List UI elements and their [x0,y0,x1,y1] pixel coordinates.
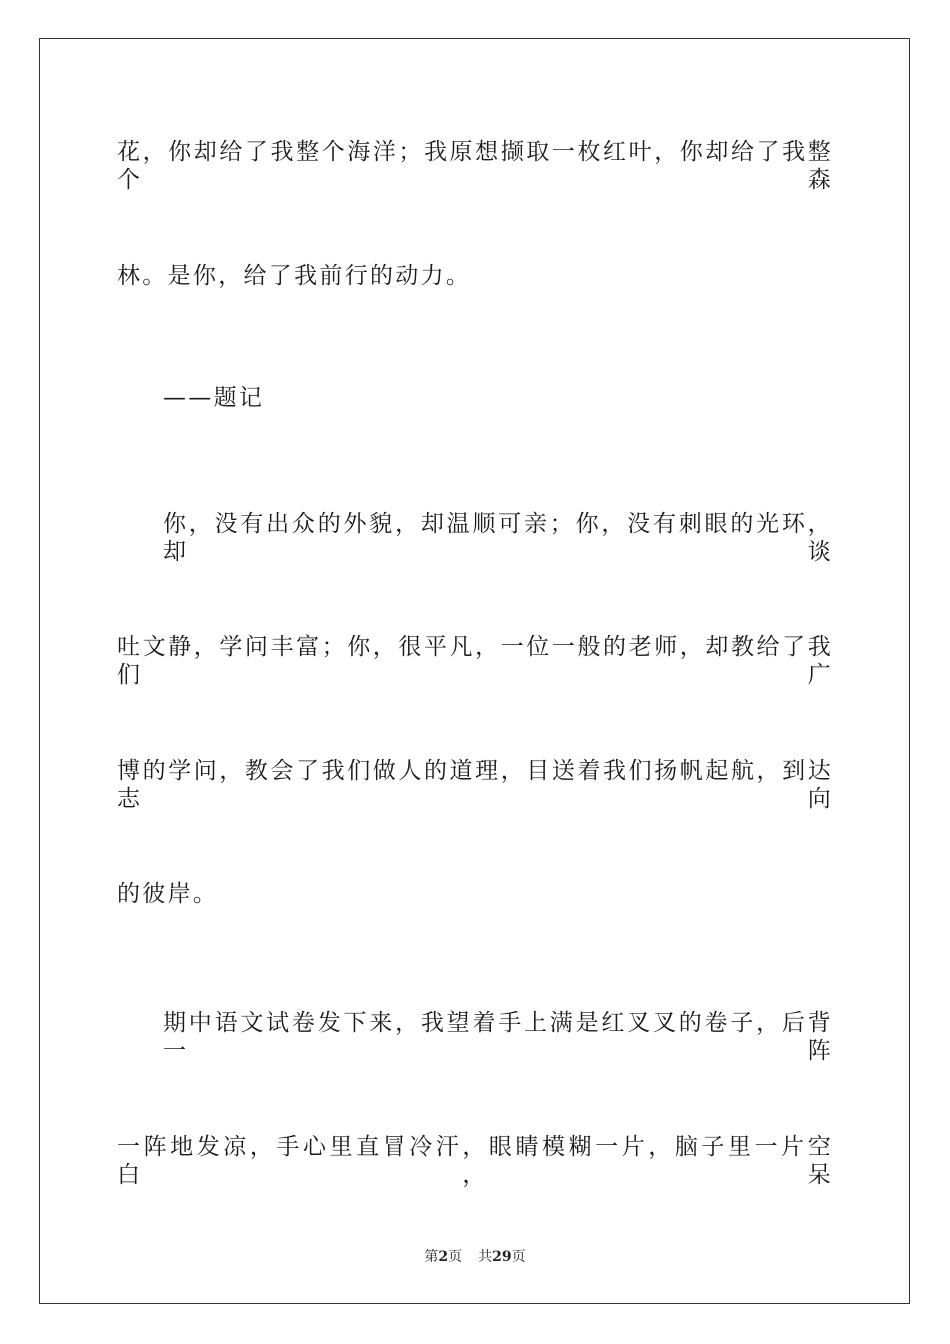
current-page-number: 2 [438,1249,449,1265]
footer-total-prefix: 共 [478,1249,493,1265]
total-pages-number: 29 [492,1249,512,1265]
page-footer [0,1248,950,1266]
text-line: 一阵地发凉，手心里直冒冷汗，眼睛模糊一片，脑子里一片空白，呆 [117,1134,833,1188]
text-line: 林。是你，给了我前行的动力。 [117,263,472,289]
text-line: 的彼岸。 [117,881,219,907]
epigraph-attribution: ——题记 [163,385,265,411]
text-line: 花，你却给了我整个海洋；我原想撷取一枚红叶，你却给了我整个森 [117,139,833,193]
footer-page-suffix: 页 [448,1249,463,1265]
text-line: 博的学问，教会了我们做人的道理，目送着我们扬帆起航，到达志向 [117,758,833,812]
text-line: 你，没有出众的外貌，却温顺可亲；你，没有刺眼的光环，却谈 [163,511,833,565]
footer-total-suffix: 页 [511,1249,526,1265]
text-line: 吐文静，学问丰富；你，很平凡，一位一般的老师，却教给了我们广 [117,634,833,688]
text-line: 期中语文试卷发下来，我望着手上满是红叉叉的卷子，后背一阵 [163,1010,833,1064]
footer-prefix: 第 [424,1249,439,1265]
